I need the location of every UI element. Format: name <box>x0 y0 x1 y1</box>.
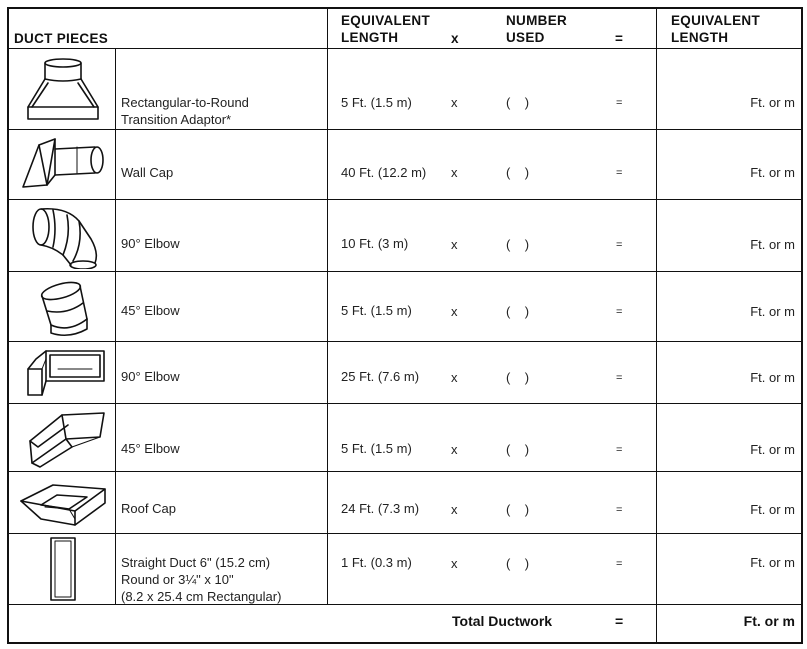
item-unit: Ft. or m <box>750 165 795 180</box>
item-equals: = <box>616 444 623 456</box>
rect-90-elbow-icon <box>18 345 108 401</box>
header-equals: = <box>615 31 624 46</box>
number-used-field[interactable]: ( ) <box>506 95 530 110</box>
header-line: LENGTH <box>341 30 399 45</box>
item-x: x <box>451 556 458 571</box>
rect-to-round-transition-icon <box>18 53 108 125</box>
item-name-line: Transition Adaptor* <box>121 112 232 127</box>
round-45-elbow-icon <box>23 275 103 339</box>
header-line: USED <box>506 30 545 45</box>
table-row <box>9 49 801 129</box>
header-equivalent-length <box>341 12 430 46</box>
item-x: x <box>451 165 458 180</box>
item-length: 5 Ft. (1.5 m) <box>341 95 412 110</box>
item-name-line: Wall Cap <box>121 165 174 180</box>
item-unit: Ft. or m <box>750 442 795 457</box>
number-used-field[interactable]: ( ) <box>506 442 530 457</box>
table-row <box>9 534 801 604</box>
item-x: x <box>451 502 458 517</box>
item-name-line: Round or 3¼" x 10" <box>121 572 234 587</box>
header-line: NUMBER <box>506 13 568 28</box>
item-name-line: 90° Elbow <box>121 369 180 384</box>
header-x: x <box>451 31 459 46</box>
number-used-field[interactable]: ( ) <box>506 165 530 180</box>
item-equals: = <box>616 372 623 384</box>
item-unit: Ft. or m <box>750 95 795 110</box>
item-name-line: Rectangular-to-Round <box>121 95 249 110</box>
total-unit: Ft. or m <box>743 613 795 629</box>
item-length: 1 Ft. (0.3 m) <box>341 555 412 570</box>
rect-45-elbow-icon <box>18 407 108 469</box>
item-equals: = <box>616 306 623 318</box>
item-length: 25 Ft. (7.6 m) <box>341 369 420 384</box>
header-line: LENGTH <box>671 30 729 45</box>
table-row <box>9 200 801 271</box>
item-name-line: 45° Elbow <box>121 303 180 318</box>
number-used-field[interactable]: ( ) <box>506 556 530 571</box>
item-x: x <box>451 442 458 457</box>
wall-cap-icon <box>17 135 109 195</box>
straight-duct-icon <box>43 536 83 602</box>
number-used-field[interactable]: ( ) <box>506 304 530 319</box>
item-unit: Ft. or m <box>750 370 795 385</box>
header-line: EQUIVALENT <box>341 13 431 28</box>
table-row <box>9 472 801 533</box>
item-unit: Ft. or m <box>750 555 795 570</box>
item-length: 5 Ft. (1.5 m) <box>341 303 412 318</box>
item-x: x <box>451 237 458 252</box>
table-row <box>9 130 801 199</box>
header-equivalent-total <box>671 12 760 46</box>
item-unit: Ft. or m <box>750 237 795 252</box>
header-duct-pieces: DUCT PIECES <box>14 31 109 46</box>
total-equals: = <box>615 613 624 629</box>
total-ductwork-label: Total Ductwork <box>452 613 553 629</box>
item-equals: = <box>616 97 623 109</box>
item-length: 5 Ft. (1.5 m) <box>341 441 412 456</box>
item-equals: = <box>616 239 623 251</box>
round-90-elbow-icon <box>23 203 103 269</box>
number-used-field[interactable]: ( ) <box>506 370 530 385</box>
number-used-field[interactable]: ( ) <box>506 502 530 517</box>
item-name-line: Straight Duct 6" (15.2 cm) <box>121 555 271 570</box>
item-length: 40 Ft. (12.2 m) <box>341 165 427 180</box>
number-used-field[interactable]: ( ) <box>506 237 530 252</box>
item-name-line: 45° Elbow <box>121 441 180 456</box>
item-name-line: Roof Cap <box>121 501 176 516</box>
item-equals: = <box>616 558 623 570</box>
item-equals: = <box>616 167 623 179</box>
item-length: 10 Ft. (3 m) <box>341 236 409 251</box>
table-row <box>9 342 801 403</box>
header-line: EQUIVALENT <box>671 13 761 28</box>
header-number-used <box>506 12 567 46</box>
table-row <box>9 404 801 471</box>
table-row <box>9 272 801 341</box>
item-length: 24 Ft. (7.3 m) <box>341 501 420 516</box>
item-x: x <box>451 95 458 110</box>
roof-cap-icon <box>17 475 109 531</box>
item-x: x <box>451 370 458 385</box>
item-unit: Ft. or m <box>750 304 795 319</box>
ductwork-table <box>7 7 803 644</box>
item-name-line: 90° Elbow <box>121 236 180 251</box>
item-unit: Ft. or m <box>750 502 795 517</box>
item-x: x <box>451 304 458 319</box>
item-equals: = <box>616 504 623 516</box>
item-name-line: (8.2 x 25.4 cm Rectangular) <box>121 589 282 604</box>
